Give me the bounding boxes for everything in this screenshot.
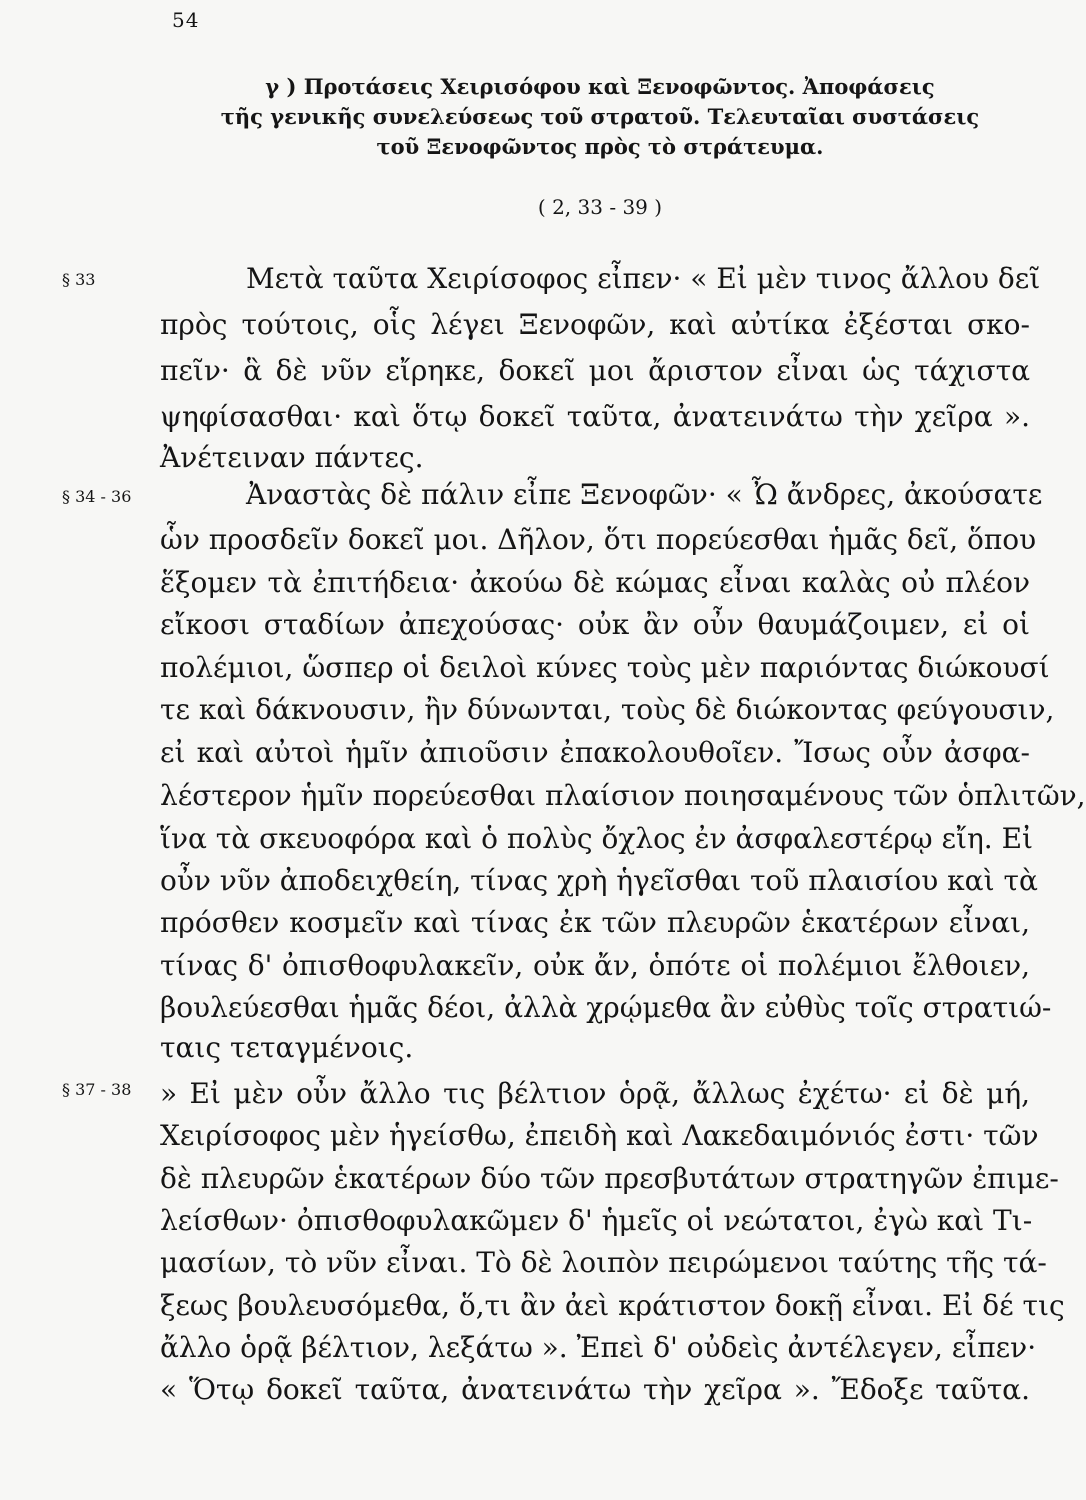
text-line: εἴκοσι σταδίων ἀπεχούσας· οὐκ ἂν οὖν θαυμάζοιμεν, εἰ οἱ xyxy=(160,608,1030,641)
text-line: λέστερον ἡμῖν πορεύεσθαι πλαίσιον ποιησαμένους τῶν ὁπλιτῶν, xyxy=(160,779,1086,812)
text-line: « Ὅτῳ δοκεῖ ταῦτα, ἀνατεινάτω τὴν χεῖρα ». Ἔδοξε ταῦτα. xyxy=(160,1373,1030,1406)
text-line: τίνας δ' ὀπισθοφυλακεῖν, οὐκ ἄν, ὁπότε οἱ πολέμιοι ἔλθοιεν, xyxy=(160,949,1030,982)
text-line: λείσθων· ὀπισθοφυλακῶμεν δ' ἡμεῖς οἱ νεώτατοι, ἐγὼ καὶ Τι- xyxy=(160,1204,1033,1237)
text-line: πολέμιοι, ὥσπερ οἱ δειλοὶ κύνες τοὺς μὲν παριόντας διώκουσί xyxy=(160,651,1050,684)
text-line: δὲ πλευρῶν ἑκατέρων δύο τῶν πρεσβυτάτων στρατηγῶν ἐπιμε- xyxy=(160,1162,1059,1195)
text-line: ὧν προσδεῖν δοκεῖ μοι. Δῆλον, ὅτι πορεύεσθαι ἡμᾶς δεῖ, ὅπου xyxy=(160,523,1037,556)
text-line: ταις τεταγμένοις. xyxy=(160,1031,414,1064)
section-heading xyxy=(200,72,1000,162)
text-line: εἰ καὶ αὐτοὶ ἡμῖν ἀπιοῦσιν ἐπακολουθοῖεν. Ἴσως οὖν ἀσφα- xyxy=(160,736,1030,769)
text-line: ψηφίσασθαι· καὶ ὅτῳ δοκεῖ ταῦτα, ἀνατεινάτω τὴν χεῖρα ». xyxy=(160,400,1030,433)
heading-line: γ ) Προτάσεις Χειρισόφου καὶ Ξενοφῶντος. Ἀποφάσεις xyxy=(265,74,935,99)
text-line: ἕξομεν τὰ ἐπιτήδεια· ἀκούω δὲ κώμας εἶναι καλὰς οὐ πλέον xyxy=(160,566,1030,599)
heading-line: τῆς γενικῆς συνελεύσεως τοῦ στρατοῦ. Τελευταῖαι συστάσεις xyxy=(220,104,980,129)
text-line: πεῖν· ἃ δὲ νῦν εἴρηκε, δοκεῖ μοι ἄριστον εἶναι ὡς τάχιστα xyxy=(160,354,1030,387)
text-line: τε καὶ δάκνουσιν, ἢν δύνωνται, τοὺς δὲ διώκοντας φεύγουσιν, xyxy=(160,693,1055,726)
page-number: 54 xyxy=(172,8,200,32)
text-line: οὖν νῦν ἀποδειχθείη, τίνας χρὴ ἡγεῖσθαι τοῦ πλαισίου καὶ τὰ xyxy=(160,864,1038,897)
text-line: » Εἰ μὲν οὖν ἄλλο τις βέλτιον ὁρᾷ, ἄλλως ἐχέτω· εἰ δὲ μή, xyxy=(160,1077,1030,1110)
text-line: Χειρίσοφος μὲν ἡγείσθω, ἐπειδὴ καὶ Λακεδαιμόνιός ἐστι· τῶν xyxy=(160,1119,1039,1152)
passage-reference: ( 2, 33 - 39 ) xyxy=(537,195,663,219)
text-line: Μετὰ ταῦτα Χειρίσοφος εἶπεν· « Εἰ μὲν τινος ἄλλου δεῖ xyxy=(246,262,1041,295)
text-line: πρὸς τούτοις, οἷς λέγει Ξενοφῶν, καὶ αὐτίκα ἐξέσται σκο- xyxy=(160,308,1030,341)
text-line: Ἀνέτειναν πάντες. xyxy=(160,441,424,474)
text-line: μασίων, τὸ νῦν εἶναι. Τὸ δὲ λοιπὸν πειρώμενοι ταύτης τῆς τά- xyxy=(160,1246,1047,1279)
text-line: Ἀναστὰς δὲ πάλιν εἶπε Ξενοφῶν· « Ὦ ἄνδρες, ἀκούσατε xyxy=(246,478,1043,511)
section-marker: § 34 - 36 xyxy=(62,487,132,506)
text-line: ξεως βουλευσόμεθα, ὅ,τι ἂν ἀεὶ κράτιστον δοκῇ εἶναι. Εἰ δέ τις xyxy=(160,1289,1065,1322)
section-marker: § 37 - 38 xyxy=(62,1080,132,1099)
text-line: ἄλλο ὁρᾷ βέλτιον, λεξάτω ». Ἐπεὶ δ' οὐδεὶς ἀντέλεγεν, εἶπεν· xyxy=(160,1331,1037,1364)
text-line: βουλεύεσθαι ἡμᾶς δέοι, ἀλλὰ χρῴμεθα ἂν εὐθὺς τοῖς στρατιώ- xyxy=(160,991,1052,1024)
section-marker: § 33 xyxy=(62,270,96,289)
heading-line: τοῦ Ξενοφῶντος πρὸς τὸ στράτευμα. xyxy=(376,134,824,159)
text-line: πρόσθεν κοσμεῖν καὶ τίνας ἐκ τῶν πλευρῶν ἑκατέρων εἶναι, xyxy=(160,906,1030,939)
text-line: ἵνα τὰ σκευοφόρα καὶ ὁ πολὺς ὄχλος ἐν ἀσφαλεστέρῳ εἴη. Εἰ xyxy=(160,822,1034,855)
